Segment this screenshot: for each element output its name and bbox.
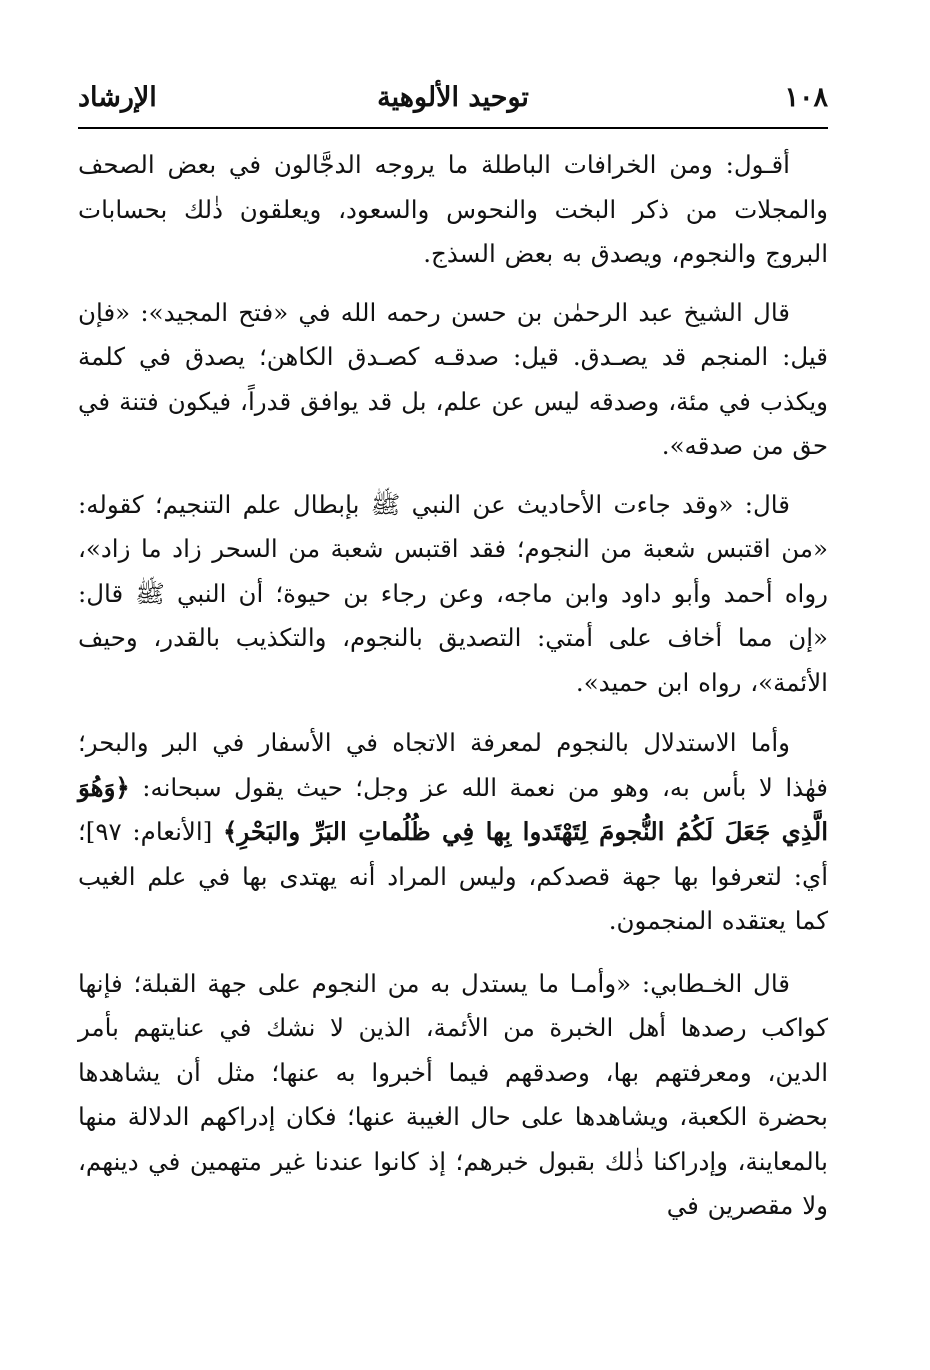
running-header xyxy=(78,82,828,122)
paragraph-text: قال الشيخ عبد الرحمٰن بن حسن رحمه الله في «فتح المجيد»: «فإن قيل: المنجم قد يصـدق. قيل: صدقـه كصـدق الكاهن؛ يصدق في كلمة ويكذب في مئة، وصدقه ليس عن علم، بل قد يوافق قدراً، فيكون فتنة في حق من صدقه». xyxy=(78,297,828,460)
quran-verse: ﴿وَهُوَ الَّذِي جَعَلَ لَكُمُ النُّجومَ لِتَهْتَدوا بِها فِي ظُلُماتِ البَرِّ والبَحْرِ﴾ xyxy=(78,772,828,846)
paragraph-text: قال الخـطابي: «وأمـا ما يستدل به من النجوم على جهة القبلة؛ فإنها كواكب رصدها أهل الخبرة من الأئمة، الذين لا نشك في عنايتهم بأمر الدين، ومعرفتهم بها، وصدقهم فيما أخبروا به عنها؛ مثل أن يشاهدها بحضرة الكعبة، ويشاهدها على حال الغيبة عنها؛ فكان إدراكهم الدلالة منها بالمعاينة، وإدراكنا ذٰلك بقبول خبرهم؛ إذ كانوا عندنا غير متهمين في دينهم، ولا مقصرين في xyxy=(78,968,828,1220)
paragraph-text: أقـول: ومن الخرافات الباطلة ما يروجه الدجَّالون في بعض الصحف والمجلات من ذكر البخت والنحوس والسعود، ويعلقون ذٰلك بحسابات البروج والنجوم، ويصدق به بعض السذج. xyxy=(78,150,828,268)
paragraph-2 xyxy=(78,291,828,469)
page-number: ١٠٨ xyxy=(784,82,828,113)
paragraph-text: قال: «وقد جاءت الأحاديث عن النبي ﷺ بإبطال علم التنجيم؛ كقوله: «من اقتبس شعبة من النجوم؛ فقد اقتبس شعبة من السحر زاد ما زاد»، رواه أحمد وأبو داود وابن ماجه، وعن رجاء بن حيوة؛ أن النبي ﷺ قال: «إن مما أخاف على أمتي: التصديق بالنجوم، والتكذيب بالقدر، وحيف الأئمة»، رواه ابن حميد». xyxy=(78,489,828,697)
paragraph-4 xyxy=(78,721,828,944)
paragraph-text: [الأنعام: ٩٧]؛ أي: لتعرفوا بها جهة قصدكم، وليس المراد أنه يهتدى بها في علم الغيب كما يعتقده المنجمون. xyxy=(78,817,828,935)
header-title: توحيد الألوهية xyxy=(377,82,529,113)
header-rule xyxy=(78,127,828,129)
page-body xyxy=(78,143,828,1246)
header-section: الإرشاد xyxy=(78,82,157,113)
paragraph-text: وأما الاستدلال بالنجوم لمعرفة الاتجاه في الأسفار في البر والبحر؛ فهٰذا لا بأس به، وهو من نعمة الله عز وجل؛ حيث يقول سبحانه: xyxy=(78,728,828,802)
paragraph-3 xyxy=(78,483,828,706)
paragraph-5 xyxy=(78,962,828,1229)
paragraph-1 xyxy=(78,143,828,277)
